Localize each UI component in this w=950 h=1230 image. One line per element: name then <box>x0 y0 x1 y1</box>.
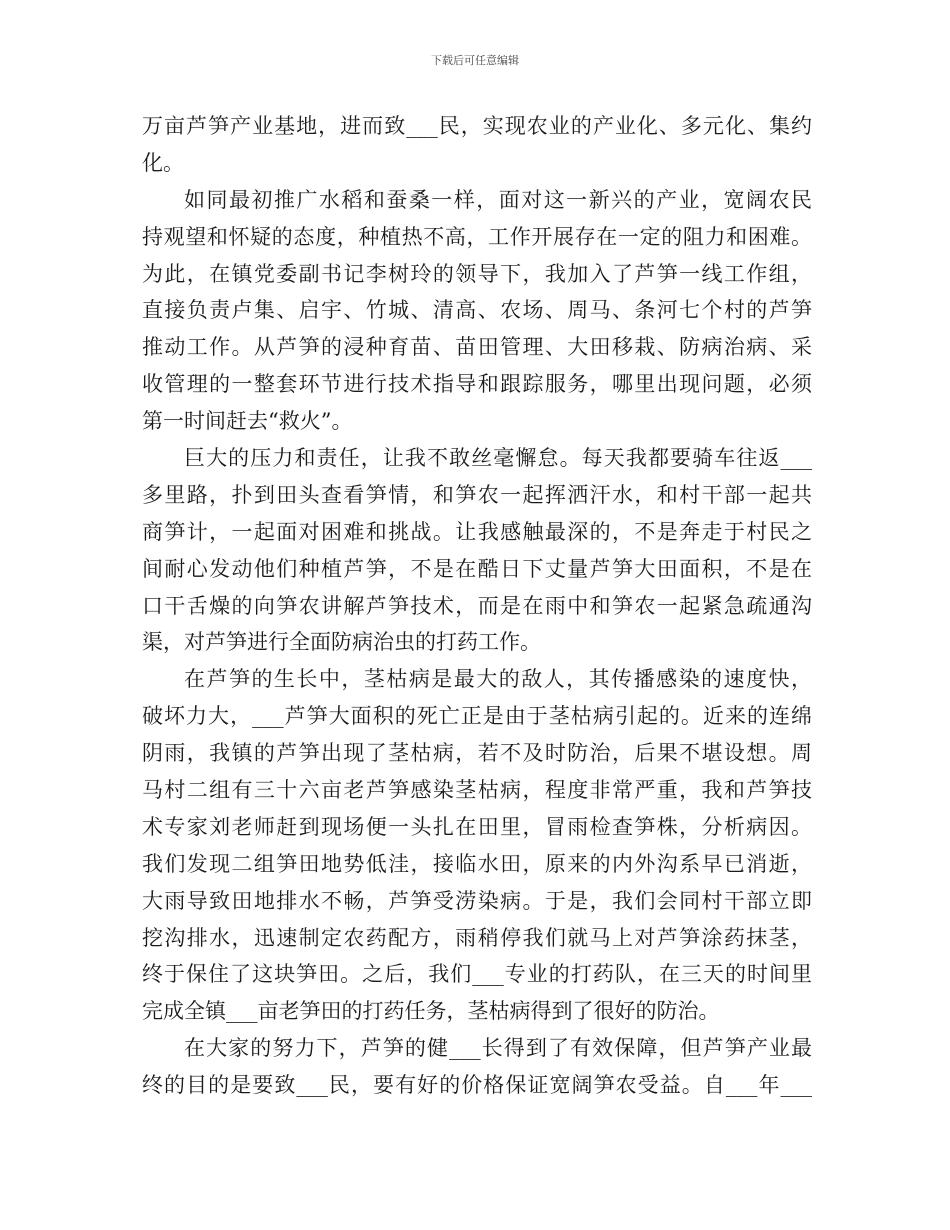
text-line: 直接负责卢集、启宇、竹城、清高、农场、周马、条河七个村的芦笋 <box>142 298 812 323</box>
text-line: 口干舌燥的向笋农讲解芦笋技术，而是在雨中和笋农一起紧急疏通沟 <box>142 593 812 618</box>
text-line: 我们发现二组笋田地势低洼，接临水田，原来的内外沟系早已消逝， <box>142 851 812 876</box>
text-line: 第一时间赶去“救火”。 <box>142 409 353 434</box>
text-line: 终于保住了这块笋田。之后，我们___专业的打药队，在三天的时间里 <box>142 962 812 987</box>
body-text <box>142 108 812 1104</box>
text-line: 持观望和怀疑的态度，种植热不高，工作开展存在一定的阻力和困难。 <box>142 224 812 249</box>
text-line: 多里路，扑到田头查看笋情，和笋农一起挥洒汗水，和村干部一起共 <box>142 482 812 507</box>
text-line: 间耐心发动他们种植芦笋，不是在酷日下丈量芦笋大田面积，不是在 <box>142 556 812 581</box>
text-line: 推动工作。从芦笋的浸种育苗、苗田管理、大田移栽、防病治病、采 <box>142 335 812 360</box>
text-line: 万亩芦笋产业基地，进而致___民，实现农业的产业化、多元化、集约 <box>142 114 812 138</box>
text-line: 化。 <box>142 150 184 175</box>
text-line: 在大家的努力下，芦笋的健___长得到了有效保障，但芦笋产业最 <box>184 1036 812 1061</box>
text-line: 马村二组有三十六亩老芦笋感染茎枯病，程度非常严重，我和芦笋技 <box>142 778 812 803</box>
text-line: 商笋计，一起面对困难和挑战。让我感触最深的，不是奔走于村民之 <box>142 519 812 544</box>
text-line: 终的目的是要致___民，要有好的价格保证宽阔笋农受益。自___年___ <box>142 1073 812 1098</box>
text-line: 完成全镇___亩老笋田的打药任务，茎枯病得到了很好的防治。 <box>142 999 720 1024</box>
text-line: 大雨导致田地排水不畅，芦笋受涝染病。于是，我们会同村干部立即 <box>142 888 812 913</box>
text-line: 挖沟排水，迅速制定农药配方，雨稍停我们就马上对芦笋涂药抹茎， <box>142 925 812 950</box>
text-line: 巨大的压力和责任，让我不敢丝毫懈怠。每天我都要骑车往返___ <box>184 446 812 471</box>
text-line: 渠，对芦笋进行全面防病治虫的打药工作。 <box>142 630 541 655</box>
text-line: 阴雨，我镇的芦笋出现了茎枯病，若不及时防治，后果不堪设想。周 <box>142 741 812 766</box>
text-line: 如同最初推广水稻和蚕桑一样，面对这一新兴的产业，宽阔农民 <box>184 187 812 212</box>
text-line: 在芦笋的生长中，茎枯病是最大的敌人，其传播感染的速度快， <box>184 667 812 692</box>
text-line: 为此，在镇党委副书记李树玲的领导下，我加入了芦笋一线工作组， <box>142 261 812 286</box>
text-line: 破坏力大，___芦笋大面积的死亡正是由于茎枯病引起的。近来的连绵 <box>142 704 812 729</box>
text-line: 术专家刘老师赶到现场便一头扎在田里，冒雨检查笋株，分析病因。 <box>142 814 812 839</box>
text-line: 收管理的一整套环节进行技术指导和跟踪服务，哪里出现问题，必须 <box>142 372 812 397</box>
page-header: 下载后可任意编辑 <box>431 54 519 67</box>
